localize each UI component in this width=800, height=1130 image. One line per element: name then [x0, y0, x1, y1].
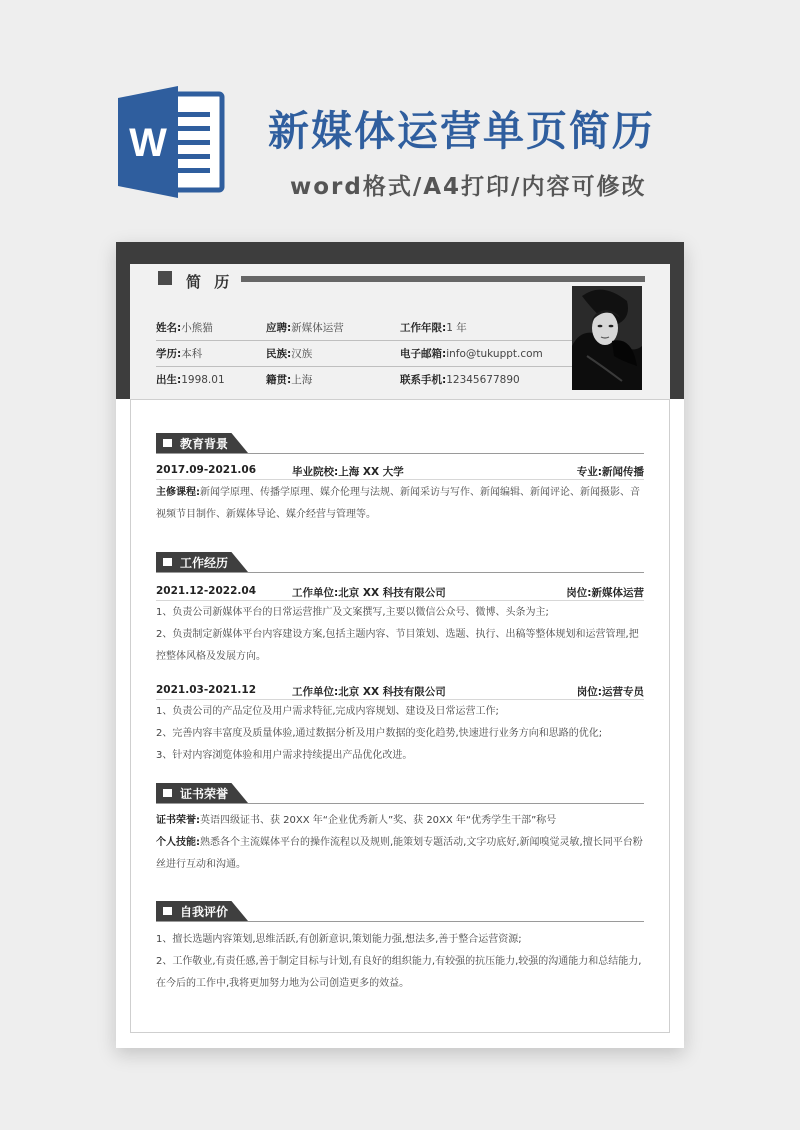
job-duty: 2、负责制定新媒体平台内容建设方案,包括主题内容、节目策划、选题、执行、出稿等整体规划和运营管理,把控整体风格及发展方向。: [156, 629, 639, 662]
right-band: [670, 242, 684, 399]
job-period: 2021.03-2021.12: [156, 684, 257, 696]
edu-value: 本科: [181, 348, 203, 360]
word-logo-letter: W: [129, 121, 167, 165]
years-label: 工作年限:: [400, 322, 447, 334]
section-rule: [156, 453, 644, 454]
section-tab-marker: [163, 558, 172, 566]
certs-title: 证书荣誉: [180, 787, 229, 801]
birth-label: 出生:: [156, 374, 182, 386]
education-row: [156, 464, 644, 480]
certs-section: [156, 783, 644, 876]
skills-line: [156, 832, 644, 876]
education-school: 毕业院校:上海 XX 大学: [292, 466, 404, 478]
skills-label: 个人技能:: [156, 837, 200, 848]
promo-subtitle: word格式/A4打印/内容可修改: [290, 174, 647, 200]
edu-label: 学历:: [156, 348, 182, 360]
job-position: 岗位:运营专员: [576, 686, 644, 698]
promo-title: 新媒体运营单页简历: [268, 107, 655, 155]
resume-paper: [116, 242, 684, 1048]
job-duty: 1、负责公司新媒体平台的日常运营推广及文案撰写,主要以微信公众号、微博、头条为主;: [156, 607, 549, 618]
section-tab-marker: [163, 439, 172, 447]
certs-line: [156, 810, 644, 832]
resume-title-marker: [158, 271, 172, 285]
job-row: [156, 684, 644, 700]
job-company: 工作单位:北京 XX 科技有限公司: [292, 587, 446, 599]
self-line: 1、擅长选题内容策划,思维活跃,有创新意识,策划能力强,想法多,善于整合运营资源;: [156, 934, 522, 945]
education-section: [156, 433, 644, 526]
apply-label: 应聘:: [266, 322, 292, 334]
job-period: 2021.12-2022.04: [156, 585, 257, 597]
work-title: 工作经历: [180, 556, 229, 570]
info-divider: [156, 340, 572, 341]
resume-title-rule: [241, 276, 645, 282]
apply-value: 新媒体运营: [291, 322, 344, 334]
certs-text: 英语四级证书、获 20XX 年“企业优秀新人”奖、获 20XX 年“优秀学生干部”称号: [200, 815, 557, 826]
section-rule: [156, 572, 644, 573]
ethnic-value: 汉族: [291, 348, 313, 360]
resume-title: 简 历: [186, 273, 234, 291]
ethnic-label: 民族:: [266, 348, 292, 360]
left-band: [116, 242, 130, 399]
word-document-icon: [118, 86, 226, 198]
phone-value: 12345677890: [446, 374, 520, 386]
education-title: 教育背景: [180, 437, 229, 451]
section-tab-marker: [163, 789, 172, 797]
certs-label: 证书荣誉:: [156, 815, 200, 826]
birth-value: 1998.01: [181, 374, 225, 386]
profile-photo: [572, 286, 642, 390]
email-value: info@tukuppt.com: [446, 348, 543, 360]
section-tab-marker: [163, 907, 172, 915]
self-line: 2、工作敬业,有责任感,善于制定目标与计划,有良好的组织能力,有较强的抗压能力,较强的沟通能力和总结能力,在今后的工作中,我将更加努力地为公司创造更多的效益。: [156, 956, 642, 989]
job-duty: 3、针对内容浏览体验和用户需求持续提出产品优化改进。: [156, 750, 413, 761]
self-section: [156, 901, 644, 995]
job-company: 工作单位:北京 XX 科技有限公司: [292, 686, 446, 698]
job-duty: 1、负责公司的产品定位及用户需求特征,完成内容规划、建设及日常运营工作;: [156, 706, 499, 717]
education-courses: [156, 482, 644, 526]
courses-label: 主修课程:: [156, 487, 200, 498]
years-value: 1 年: [446, 322, 467, 334]
native-label: 籍贯:: [266, 374, 292, 386]
info-divider: [156, 366, 572, 367]
email-label: 电子邮箱:: [400, 348, 447, 360]
skills-text: 熟悉各个主流媒体平台的操作流程以及规则,能策划专题活动,文字功底好,新闻嗅觉灵敏,擅长同平台粉丝进行互动和沟通。: [156, 837, 643, 870]
job-duty: 2、完善内容丰富度及质量体验,通过数据分析及用户数据的变化趋势,快速进行业务方向和思路的优化;: [156, 728, 603, 739]
job-row: [156, 585, 644, 601]
section-rule: [156, 803, 644, 804]
education-period: 2017.09-2021.06: [156, 464, 257, 476]
job-position: 岗位:新媒体运营: [566, 587, 644, 599]
self-title: 自我评价: [180, 905, 229, 919]
name-label: 姓名:: [156, 322, 182, 334]
education-major: 专业:新闻传播: [576, 466, 644, 478]
native-value: 上海: [291, 374, 313, 386]
name-value: 小熊猫: [181, 322, 213, 334]
courses-text: 新闻学原理、传播学原理、媒介伦理与法规、新闻采访与写作、新闻编辑、新闻评论、新闻摄影、音视频节目制作、新媒体导论、媒介经营与管理等。: [156, 487, 640, 520]
section-rule: [156, 921, 644, 922]
phone-label: 联系手机:: [400, 374, 447, 386]
work-section: [156, 552, 644, 767]
